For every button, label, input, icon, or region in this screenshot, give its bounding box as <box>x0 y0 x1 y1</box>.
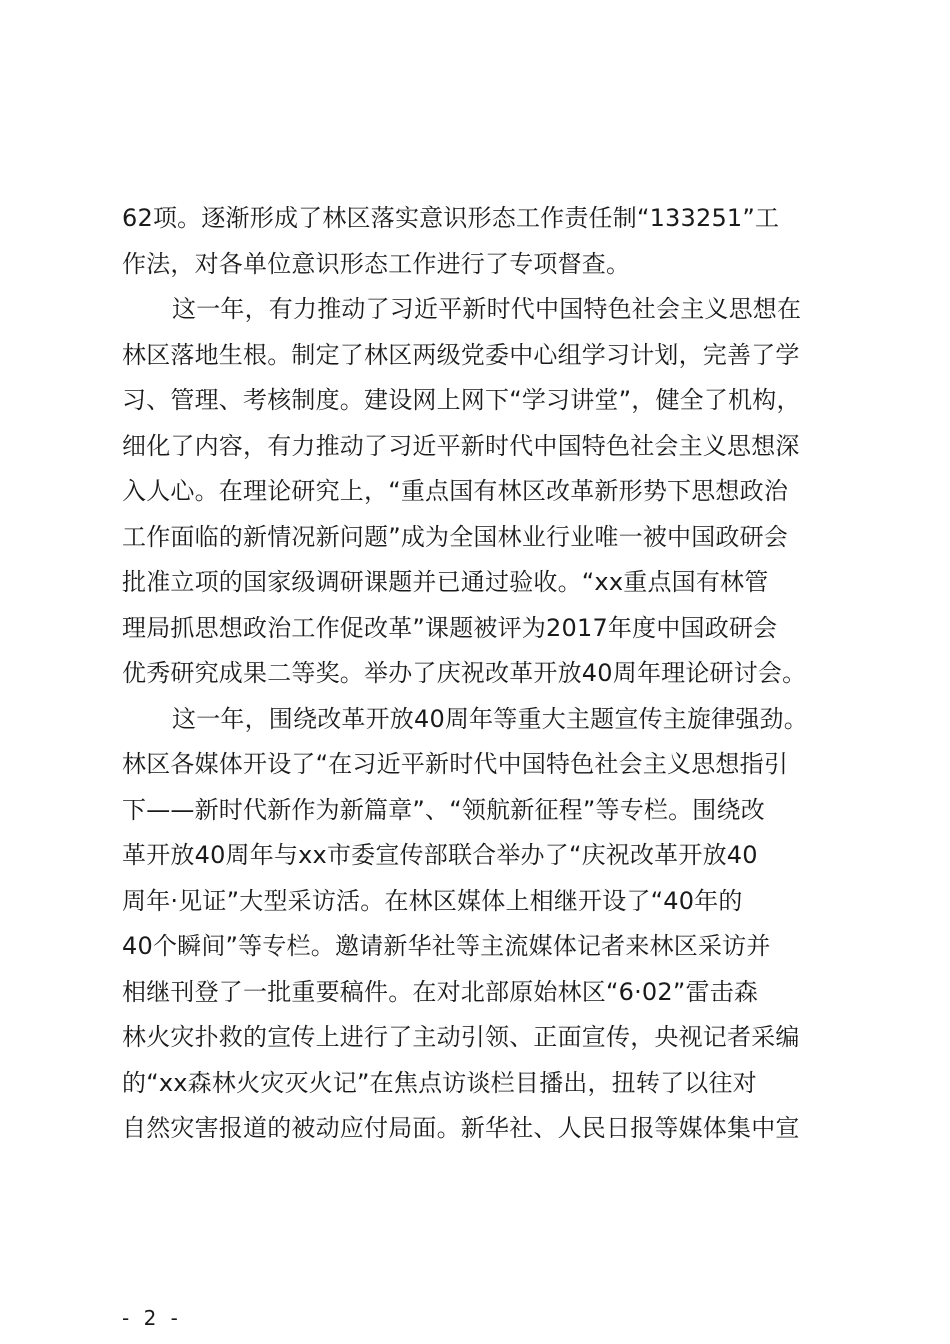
text-line: 优秀研究成果二等奖。举办了庆祝改革开放40周年理论研讨会。 <box>122 659 807 687</box>
page-number: - 2 - <box>122 1306 182 1330</box>
text-line: 林区各媒体开设了“在习近平新时代中国特色社会主义思想指引 <box>122 750 789 778</box>
text-line: 理局抓思想政治工作促改革”课题被评为2017年度中国政研会 <box>122 613 778 642</box>
text-line: 62项。逐渐形成了林区落实意识形态工作责任制“133251”工 <box>122 204 780 232</box>
text-line: 批准立项的国家级调研课题并已通过验收。“xx重点国有林管 <box>122 568 769 596</box>
text-line: 作法，对各单位意识形态工作进行了专项督查。 <box>122 249 631 278</box>
text-line: 自然灾害报道的被动应付局面。新华社、人民日报等媒体集中宣 <box>122 1114 800 1142</box>
text-line: 细化了内容，有力推动了习近平新时代中国特色社会主义思想深 <box>122 431 800 460</box>
paragraph-start-line: 这一年，围绕改革开放40周年等重大主题宣传主旋律强劲。 <box>172 704 808 733</box>
text-line: 入人心。在理论研究上，“重点国有林区改革新形势下思想政治 <box>122 477 789 505</box>
text-line: 林火灾扑救的宣传上进行了主动引领、正面宣传，央视记者采编 <box>122 1023 800 1051</box>
text-line: 40个瞬间”等专栏。邀请新华社等主流媒体记者来林区采访并 <box>122 932 771 960</box>
text-line: 革开放40周年与xx市委宣传部联合举办了“庆祝改革开放40 <box>122 841 758 869</box>
text-line: 周年·见证”大型采访活。在林区媒体上相继开设了“40年的 <box>122 886 743 915</box>
text-line: 工作面临的新情况新问题”成为全国林业行业唯一被中国政研会 <box>122 522 789 551</box>
text-line: 下——新时代新作为新篇章”、“领航新征程”等专栏。围绕改 <box>122 795 765 824</box>
text-line: 习、管理、考核制度。建设网上网下“学习讲堂”，健全了机构， <box>122 386 801 414</box>
paragraph-start-line: 这一年，有力推动了习近平新时代中国特色社会主义思想在 <box>172 295 802 323</box>
text-line: 林区落地生根。制定了林区两级党委中心组学习计划，完善了学 <box>122 340 800 369</box>
text-line: 的“xx森林火灾灭火记”在焦点访谈栏目播出，扭转了以往对 <box>122 1068 757 1097</box>
body-text <box>122 196 842 1152</box>
text-line: 相继刊登了一批重要稿件。在对北部原始林区“6·02”雷击森 <box>122 977 759 1006</box>
